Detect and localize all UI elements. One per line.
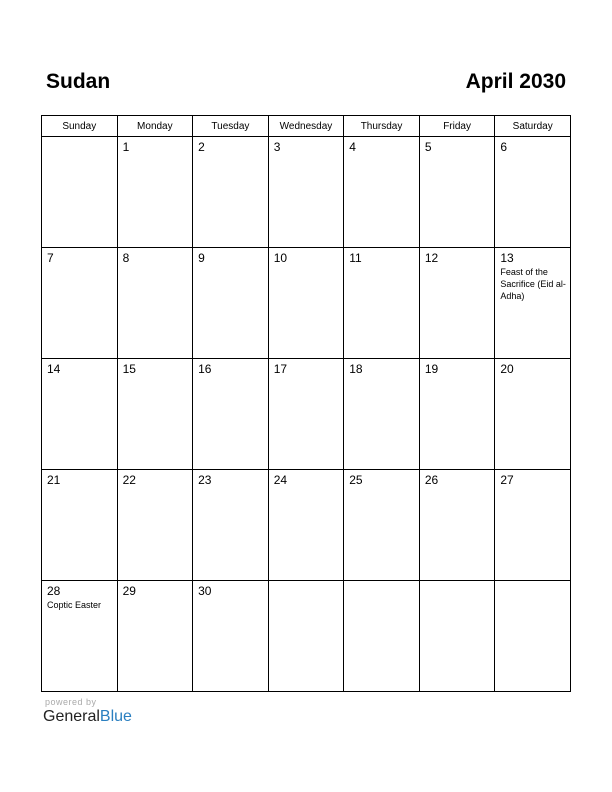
day-cell [268, 137, 344, 248]
day-cell [42, 359, 118, 470]
day-number: 9 [198, 251, 205, 265]
day-number: 16 [198, 362, 212, 376]
weekday-friday: Friday [419, 116, 495, 137]
weekday-wednesday: Wednesday [268, 116, 344, 137]
day-cell [419, 470, 495, 581]
day-number: 13 [500, 251, 514, 265]
powered-by-label: powered by [45, 697, 97, 707]
generalblue-logo [43, 708, 132, 726]
day-cell [495, 581, 571, 692]
day-number: 17 [273, 362, 288, 376]
day-number: 29 [122, 584, 136, 598]
weekday-thursday: Thursday [344, 116, 420, 137]
day-cell [344, 248, 420, 359]
week-row [42, 581, 571, 692]
day-number: 14 [47, 362, 61, 376]
day-number: 20 [500, 362, 514, 376]
day-cell [193, 359, 269, 470]
week-row [42, 248, 571, 359]
day-number: 28 [47, 584, 61, 598]
day-cell [117, 470, 193, 581]
day-cell [268, 248, 344, 359]
week-row [42, 470, 571, 581]
day-cell [42, 248, 118, 359]
day-number: 26 [424, 473, 439, 487]
day-number: 30 [198, 584, 212, 598]
day-cell [495, 137, 571, 248]
weekday-header-row [42, 116, 571, 137]
logo-blue: Blue [99, 708, 132, 725]
day-number: 10 [273, 251, 288, 265]
day-cell [117, 581, 193, 692]
day-cell [42, 581, 118, 692]
day-cell [419, 248, 495, 359]
weekday-tuesday: Tuesday [193, 116, 269, 137]
day-cell [193, 137, 269, 248]
day-number: 18 [349, 362, 363, 376]
day-cell [117, 359, 193, 470]
day-number: 27 [500, 473, 514, 487]
day-number: 19 [424, 362, 439, 376]
holiday-label: Coptic Easter [47, 600, 102, 610]
day-number: 22 [122, 473, 136, 487]
day-number: 24 [273, 473, 288, 487]
day-cell [193, 581, 269, 692]
day-cell [419, 137, 495, 248]
day-number: 23 [198, 473, 212, 487]
day-cell [42, 470, 118, 581]
day-number: 5 [424, 140, 432, 154]
day-cell [419, 581, 495, 692]
day-number: 8 [122, 251, 130, 265]
day-number: 21 [47, 473, 61, 487]
day-number: 7 [47, 251, 54, 265]
calendar-grid [41, 115, 571, 692]
day-cell [42, 137, 118, 248]
day-cell [344, 470, 420, 581]
month-title: April 2030 [465, 70, 566, 93]
day-number: 1 [122, 140, 130, 154]
day-cell [344, 137, 420, 248]
day-cell [117, 137, 193, 248]
weekday-saturday: Saturday [495, 116, 571, 137]
week-row [42, 359, 571, 470]
day-cell [495, 470, 571, 581]
day-number: 15 [122, 362, 136, 376]
day-number: 25 [349, 473, 363, 487]
weekday-sunday: Sunday [42, 116, 118, 137]
day-cell [268, 470, 344, 581]
day-cell [344, 581, 420, 692]
weekday-monday: Monday [117, 116, 193, 137]
country-title: Sudan [46, 70, 111, 93]
day-cell [344, 359, 420, 470]
day-number: 4 [349, 140, 356, 154]
day-number: 12 [424, 251, 439, 265]
day-number: 3 [273, 140, 281, 154]
day-number: 2 [198, 140, 205, 154]
day-cell [268, 581, 344, 692]
day-number: 6 [500, 140, 508, 154]
day-cell [495, 248, 571, 359]
day-cell [193, 470, 269, 581]
day-cell [117, 248, 193, 359]
day-cell [193, 248, 269, 359]
logo-general: General [43, 708, 100, 725]
day-cell [495, 359, 571, 470]
day-number: 11 [349, 251, 362, 265]
holiday-label: Feast of the Sacrifice (Eid al-Adha) [500, 267, 566, 301]
day-cell [419, 359, 495, 470]
day-cell [268, 359, 344, 470]
week-row [42, 137, 571, 248]
